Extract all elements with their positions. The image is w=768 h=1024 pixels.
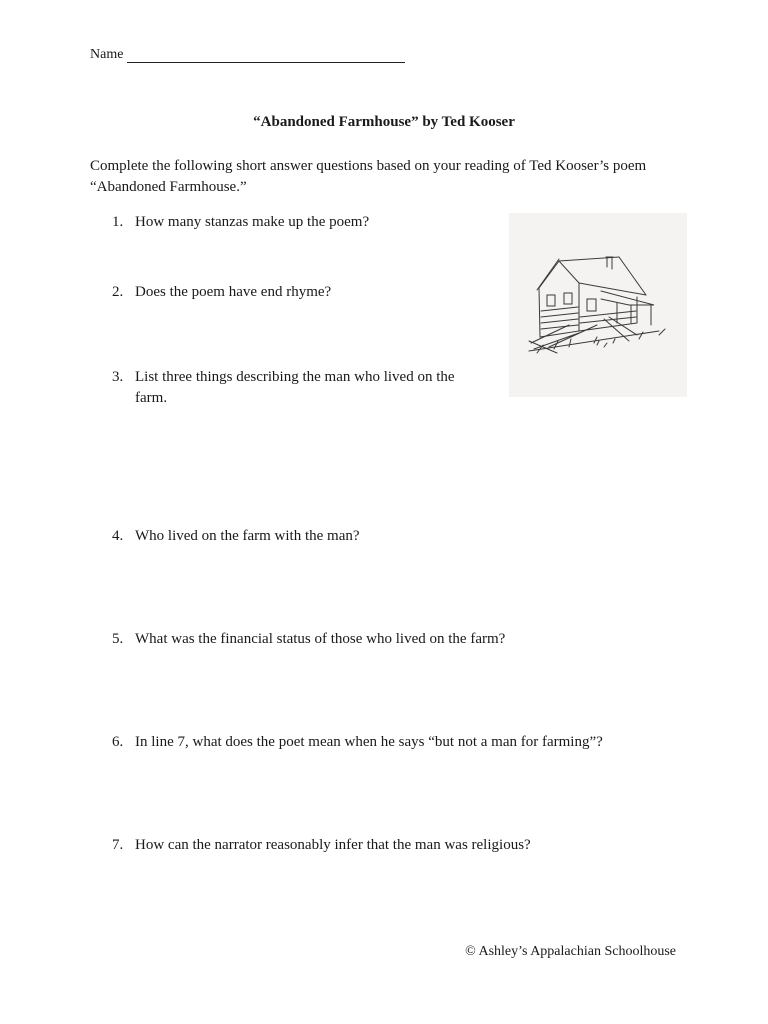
question-text: How many stanzas make up the poem? [135, 214, 370, 230]
question-number: 6. [112, 734, 124, 750]
name-field-row [90, 46, 405, 63]
question-text: List three things describing the man who lived on the farm. [135, 369, 455, 406]
question-1 [112, 212, 492, 233]
question-text: What was the financial status of those who lived on the farm? [135, 631, 506, 647]
question-number: 1. [112, 214, 124, 230]
name-label: Name [90, 47, 124, 62]
question-6 [112, 732, 692, 753]
question-5 [112, 629, 682, 650]
question-number: 3. [112, 369, 124, 385]
question-number: 2. [112, 284, 124, 300]
farmhouse-sketch-icon [509, 213, 687, 397]
question-text: In line 7, what does the poet mean when he says “but not a man for farming”? [135, 734, 603, 750]
worksheet-title: “Abandoned Farmhouse” by Ted Kooser [253, 114, 515, 130]
question-number: 5. [112, 631, 124, 647]
question-4 [112, 526, 672, 547]
copyright-footer: © Ashley’s Appalachian Schoolhouse [465, 944, 676, 959]
question-text: Who lived on the farm with the man? [135, 528, 360, 544]
instructions: Complete the following short answer questions based on your reading of Ted Kooser’s poem “Abandoned Farmhouse.” [90, 158, 647, 195]
question-3 [112, 367, 488, 409]
question-2 [112, 282, 492, 303]
question-text: How can the narrator reasonably infer that the man was religious? [135, 837, 531, 853]
question-number: 7. [112, 837, 124, 853]
question-7 [112, 835, 682, 856]
question-text: Does the poem have end rhyme? [135, 284, 332, 300]
name-blank-line[interactable] [127, 46, 405, 63]
farmhouse-illustration [509, 213, 687, 397]
question-number: 4. [112, 528, 124, 544]
